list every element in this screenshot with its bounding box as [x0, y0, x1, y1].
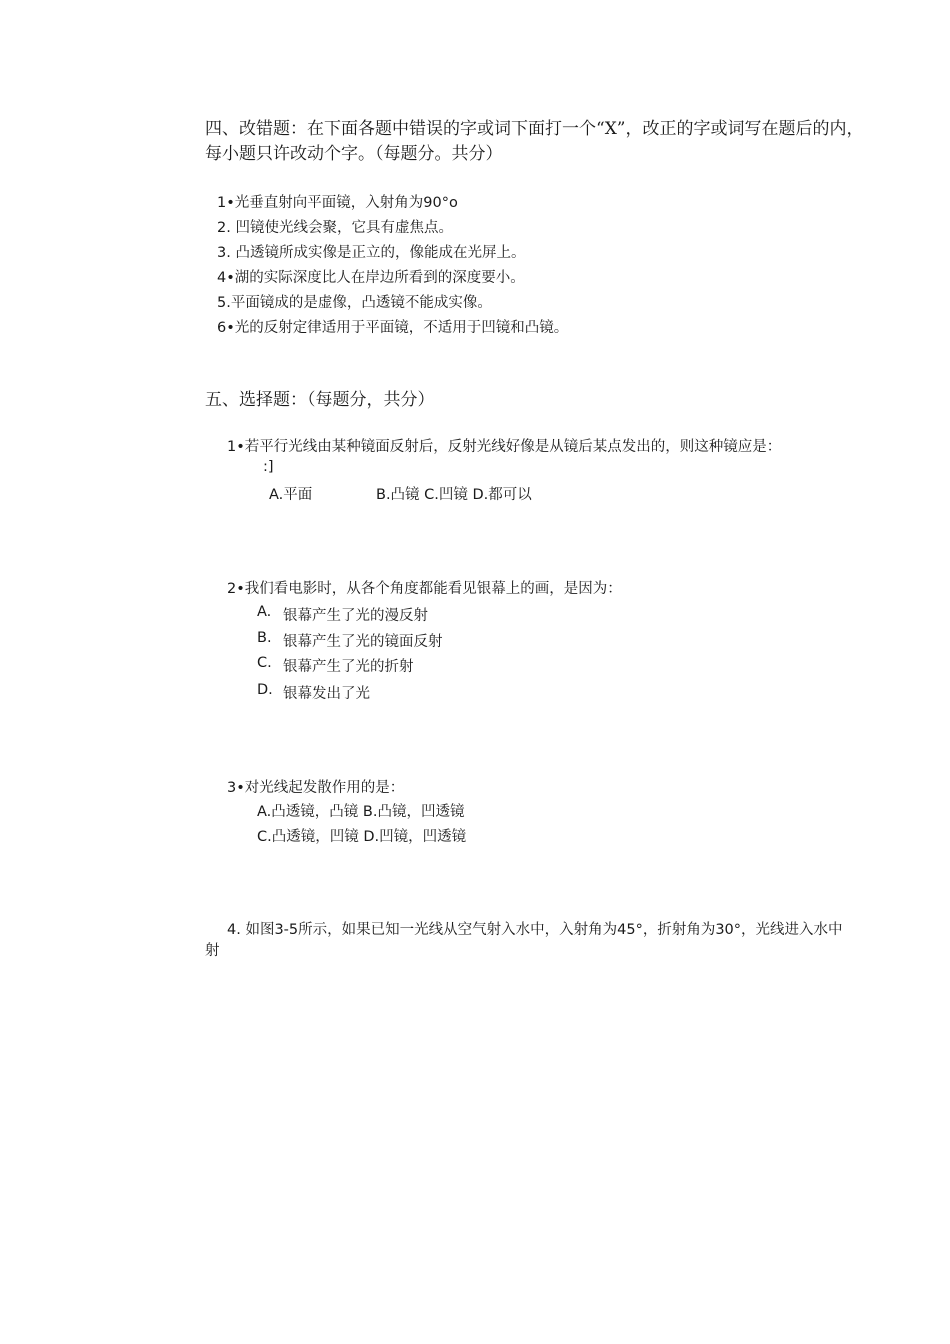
q4-stem-line2: 射 — [205, 943, 220, 959]
section4-item-2: 2. 凹镜使光线会聚，它具有虚焦点。 — [217, 220, 453, 236]
q2-option-c-label: C. — [257, 655, 272, 671]
q2-stem: 2•我们看电影时，从各个角度都能看见银幕上的画，是因为： — [227, 581, 622, 597]
section4-title-line2: 每小题只许改动个字。（每题分。共分） — [205, 144, 503, 164]
q2-option-b-text: 银幕产生了光的镜面反射 — [283, 634, 443, 650]
section4-item-5: 5.平面镜成的是虚像，凸透镜不能成实像。 — [217, 295, 492, 311]
section5-title: 五、选择题：（每题分，共分） — [205, 390, 435, 410]
q2-option-c-text: 银幕产生了光的折射 — [283, 659, 414, 675]
q3-stem: 3•对光线起发散作用的是： — [227, 780, 405, 796]
q2-option-b-label: B. — [257, 630, 272, 646]
q1-options-bcd: B.凸镜 C.凹镜 D.都可以 — [376, 487, 532, 503]
section4-title-line1: 四、改错题：在下面各题中错误的字或词下面打一个“X”，改正的字或词写在题后的内， — [205, 119, 864, 139]
q2-option-d-text: 银幕发出了光 — [283, 686, 370, 702]
q3-options-line2: C.凸透镜，凹镜 D.凹镜，凹透镜 — [257, 829, 467, 845]
q1-option-a: A.平面 — [269, 487, 313, 503]
q1-stem: 1•若平行光线由某种镜面反射后，反射光线好像是从镜后某点发出的，则这种镜应是： — [227, 439, 782, 455]
section4-item-3: 3. 凸透镜所成实像是正立的，像能成在光屏上。 — [217, 245, 526, 261]
section4-item-4: 4•湖的实际深度比人在岸边所看到的深度要小。 — [217, 270, 525, 286]
section4-item-6: 6•光的反射定律适用于平面镜，不适用于凹镜和凸镜。 — [217, 320, 569, 336]
section4-item-1: 1•光垂直射向平面镜，入射角为90°o — [217, 195, 458, 211]
q2-option-a-label: A. — [257, 604, 272, 620]
q2-option-d-label: D. — [257, 682, 273, 698]
q2-option-a-text: 银幕产生了光的漫反射 — [283, 608, 428, 624]
q3-options-line1: A.凸透镜，凸镜 B.凸镜，凹透镜 — [257, 804, 465, 820]
q1-bracket: :] — [263, 459, 274, 475]
q4-stem-line1: 4. 如图3-5所示，如果已知一光线从空气射入水中，入射角为45°，折射角为30°，光线进入水中 — [227, 922, 843, 938]
